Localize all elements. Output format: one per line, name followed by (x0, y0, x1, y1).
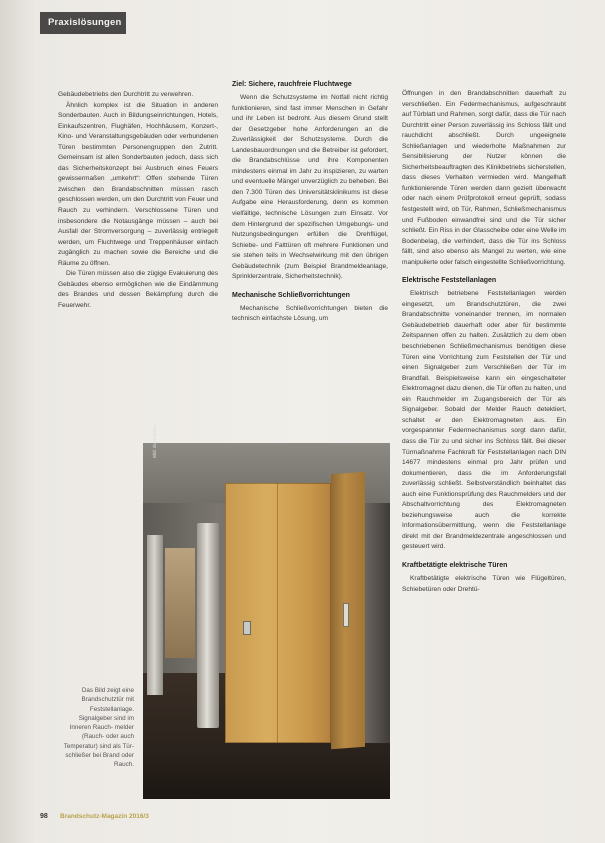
magazine-name: Brandschutz-Magazin 2016/3 (60, 813, 149, 820)
window (165, 548, 195, 658)
section-heading: Mechanische Schließvorrichtungen (232, 291, 350, 299)
text-column-2 (232, 80, 388, 325)
paragraph: Ähnlich komplex ist die Situation in anderen Sonderbauten. Auch in Bildungseinrichtungen, Hotels, Einkaufszentren, Flughäfen, Hochhäusern, Konzert-, Kino- und Veranstaltungsgebäuden oder verbundenen Türen bestimmten Personengruppen den Zutritt. Gemeinsam ist allen Sonderbauten jedoch, dass sich das Sicherheitskonzept bei Ausbruch eines Feuers gewissermaßen „umkehrt“: Offen stehende Türen zwischen den Brandabschnitten müssen rasch geschlossen werden, um den Durchtritt von Feuer und Rauch zu verhindern. Verschlossene Türen und insbesondere die Notausgänge müssen – auch bei Ausfall der Stromversorgung – zuverlässig entriegelt werden, um Fluchtwege und Treppenhäuser einfach zugänglich zu machen sowie die Bereiche und die Räume zu öffnen. (58, 101, 218, 267)
figure-caption: Das Bild zeigt eine Brandschutztür mit Feststellanlage. Signalgeber sind im Inneren Rauch- melder (Rauch- oder auch Temperatur) sind als Tür- schließer bei Brand oder Rauch. (63, 687, 134, 769)
section-heading: Ziel: Sichere, rauchfreie Fluchtwege (232, 81, 352, 88)
text-column-1 (58, 90, 218, 311)
pillar (147, 535, 163, 695)
paragraph: Gebäudebetriebs den Durchtritt zu verwehren. (58, 91, 194, 98)
paragraph: Öffnungen in den Brandabschnitten dauerhaft zu verschließen. Ein Federmechanismus, aufgeschraubt auf Türblatt und Rahmen, sorgt dafür, dass die Tür nach Durchtritt einer Person zuverlässig ins Schloss fällt und rauchdicht abschließt. Durch ungeeignete Schließanlagen und wiederholte Maßnahmen zur Sensibilisierung der Nutzer können die Sicherheitsbeauftragten des Klinikbetriebs sicherstellen, dass dieses Verhalten vermieden wird. Mangelhaft funktionierende Türen werden dann gezielt überwacht oder nach einem Prüfprotokoll erneut geprüft, sodass festgestellt wird, ob Tür, Rahmen, Schließmechanismus und Fußboden einwandfrei sind und die Tür sicher schließt. Ein Riss in der Glasscheibe oder eine Welle im Bodenbelag, die verhindert, dass die Tür ins Schloss fällt, sind also ebenso als Mangel zu werten, wie eine manipulierte oder falsch eingestellte Schließvorrichtung. (402, 90, 566, 266)
paragraph: Wenn die Schutzsysteme im Notfall nicht richtig funktionieren, sind fast immer Menschen in Gefahr und ihr Leben ist bedroht. Aus diesem Grund stellt der Gesetzgeber hohe Anforderungen an die Zuverlässigkeit der Schutzsysteme. Durch die Landesbauordnungen und die Betreiber ist gefordert, die Brandabschlüsse und ihre Komponenten mindestens einmal im Jahr zu inspizieren, zu warten und eventuelle Mängel unverzüglich zu beheben. Bei den 7.300 Türen des Universitätsklinikums ist diese Aufgabe eine Herausforderung, denn es kommen vielfältige, technische Lösungen zum Einsatz. Vor dem Hintergrund der spezifischen Umgebungs- und Nutzungsbedingungen erfüllen die Drehflügel, Schiebe- und Falttüren oft mehrere Funktionen und sie stehen teils in Wechselwirkung mit den übrigen Gebäudetechnik (zum Beispiel Brandmeldeanlage, Sprinklerzentrale, Sicherheitstechnik). (232, 94, 388, 281)
paragraph: Elektrisch betriebene Feststellanlagen werden eingesetzt, um Brandschutztüren, die zwei Brandabschnitte voneinander trennen, im normalen Gebäudebetrieb dauerhaft oder aber für bestimmte Zeitspannen offen zu halten. Zusätzlich zu dem oben beschriebenen Schließmechanismus benötigen diese Türen eine Vorrichtung zum Feststellen der Tür und einen Signalgeber zum Verschließen der Tür im Brandfall. Beispielsweise kann ein eingeschalteter Elektromagnet dazu dienen, die Tür offen zu halten, und ein Rauchmelder im Zugangsbereich der Tür als Signalgeber. Sobald der Melder Rauch detektiert, schaltet er den Elektromagneten aus. Ein vorgespannter Federmechanismus sorgt dann dafür, dass die Tür zu und sicher ins Schloss fällt. Bei dieser Türmaßnahme Fachkraft für Feststellanlagen nach DIN 14677 mindestens einmal pro Jahr prüfen und dokumentieren, dass die im Anforderungsfall zuverlässig schließt. Selbstverständlich beinhaltet das auch eine Funktionsprüfung des Rauchmelders und der Abschaltvorrichtung des Elektromagneten beziehungsweise auch die korrekte Informationsübermittlung, wenn die Feststellanlage direkt mit der Brandmeldezentrale angeschlossen und gesteuert wird. (402, 290, 566, 551)
section-tab: Praxislösungen (40, 12, 126, 34)
door-handle-icon (243, 621, 251, 635)
section-heading: Kraftbetätigte elektrische Türen (402, 561, 508, 569)
page-number: 98 (40, 813, 48, 820)
paragraph: Kraftbetätigte elektrische Türen wie Flügeltüren, Schiebetüren oder Drehtü- (402, 574, 566, 593)
fire-door-photo (143, 443, 390, 799)
paragraph: Die Türen müssen also die zügige Evakuierung des Gebäudes ebenso ermöglichen wie die Eindämmung des Brandes und dessen Bekämpfung durch die Feuerwehr. (58, 270, 218, 309)
pillar (197, 523, 219, 728)
text-column-3 (402, 89, 566, 595)
side-wall (365, 503, 390, 743)
door-seam (277, 483, 278, 743)
door-closer-icon (343, 603, 349, 627)
section-heading: Elektrische Feststellanlagen (402, 277, 497, 285)
wooden-fire-door (225, 483, 331, 743)
photo-credit: Bild: dormakaba (152, 425, 157, 458)
paragraph: Mechanische Schließvorrichtungen bieten die technisch einfachste Lösung, um (232, 304, 388, 323)
